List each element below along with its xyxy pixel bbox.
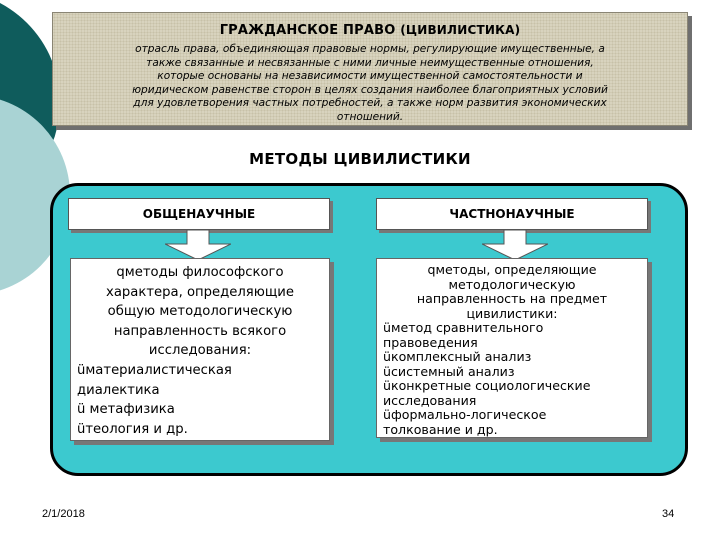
definition-title [53, 23, 687, 38]
left-header: ОБЩЕНАУЧНЫЕ [68, 198, 330, 230]
definition-title-paren: (ЦИВИЛИСТИКА) [400, 23, 521, 37]
definition-line: которые основаны на независимости имущественной самостоятельности и [157, 70, 583, 82]
check-icon: ü [77, 421, 86, 437]
definition-line: также связанные и несвязанные с ними личные неимущественные отношения, [146, 56, 594, 69]
check-icon: ü [383, 320, 391, 335]
right-intro-line: методологическую [448, 276, 576, 292]
left-content-box [70, 258, 330, 441]
left-item: диалектика [77, 382, 160, 398]
left-intro-line: характера, определяющие [106, 284, 294, 300]
definition-title-main: ГРАЖДАНСКОЕ ПРАВО [219, 23, 396, 38]
check-icon: ü [77, 362, 86, 378]
left-intro-line: исследования: [148, 343, 252, 359]
bullet-q-icon: q [427, 262, 436, 277]
right-item: толкование и др. [383, 421, 498, 437]
bullet-q-icon: q [116, 265, 125, 280]
left-intro-line: методы философского [124, 265, 284, 280]
right-item: исследования [383, 392, 477, 408]
footer-date: 2/1/2018 [42, 508, 85, 520]
right-intro [383, 263, 641, 321]
check-icon: ü [383, 407, 391, 422]
left-intro [77, 263, 323, 361]
right-header: ЧАСТНОНАУЧНЫЕ [376, 198, 648, 230]
check-icon: ü [77, 402, 86, 418]
right-item: üформально-логическое [383, 407, 547, 422]
definition-box [52, 12, 688, 126]
left-intro-line: общую методологическую [107, 304, 293, 320]
right-item: üкомплексный анализ [383, 349, 532, 364]
methods-title: МЕТОДЫ ЦИВИЛИСТИКИ [249, 150, 471, 168]
left-item: ü метафизика [77, 402, 175, 418]
right-item: правоведения [383, 334, 478, 350]
right-item: üконкретные социологические [383, 378, 591, 393]
definition-line: для удовлетворения частных потребностей, а также норм развития экономических [133, 97, 607, 109]
page-number: 34 [662, 508, 675, 520]
right-item: üметод сравнительного [383, 320, 544, 335]
definition-line: юридическом равенстве сторон в целях создания наиболее благоприятных условий [132, 83, 608, 96]
check-icon: ü [383, 363, 391, 379]
left-item: üтеология и др. [77, 421, 188, 437]
right-intro-line: цивилистики: [466, 305, 558, 321]
left-item: üматериалистическая [77, 362, 232, 378]
right-intro-line: методы, определяющие [435, 262, 597, 277]
right-item: üсистемный анализ [383, 363, 515, 379]
check-icon: ü [383, 378, 391, 393]
check-icon: ü [383, 349, 391, 364]
right-down-arrow-icon [482, 230, 548, 260]
right-content-box [376, 258, 648, 438]
definition-line: отношений. [336, 110, 404, 123]
left-intro-line: направленность всякого [113, 323, 287, 339]
definition-line: отрасль права, объединяющая правовые нормы, регулирующие имущественные, а [135, 43, 605, 55]
definition-text [61, 43, 679, 124]
left-down-arrow-icon [165, 230, 231, 260]
right-intro-line: направленность на предмет [416, 291, 608, 306]
